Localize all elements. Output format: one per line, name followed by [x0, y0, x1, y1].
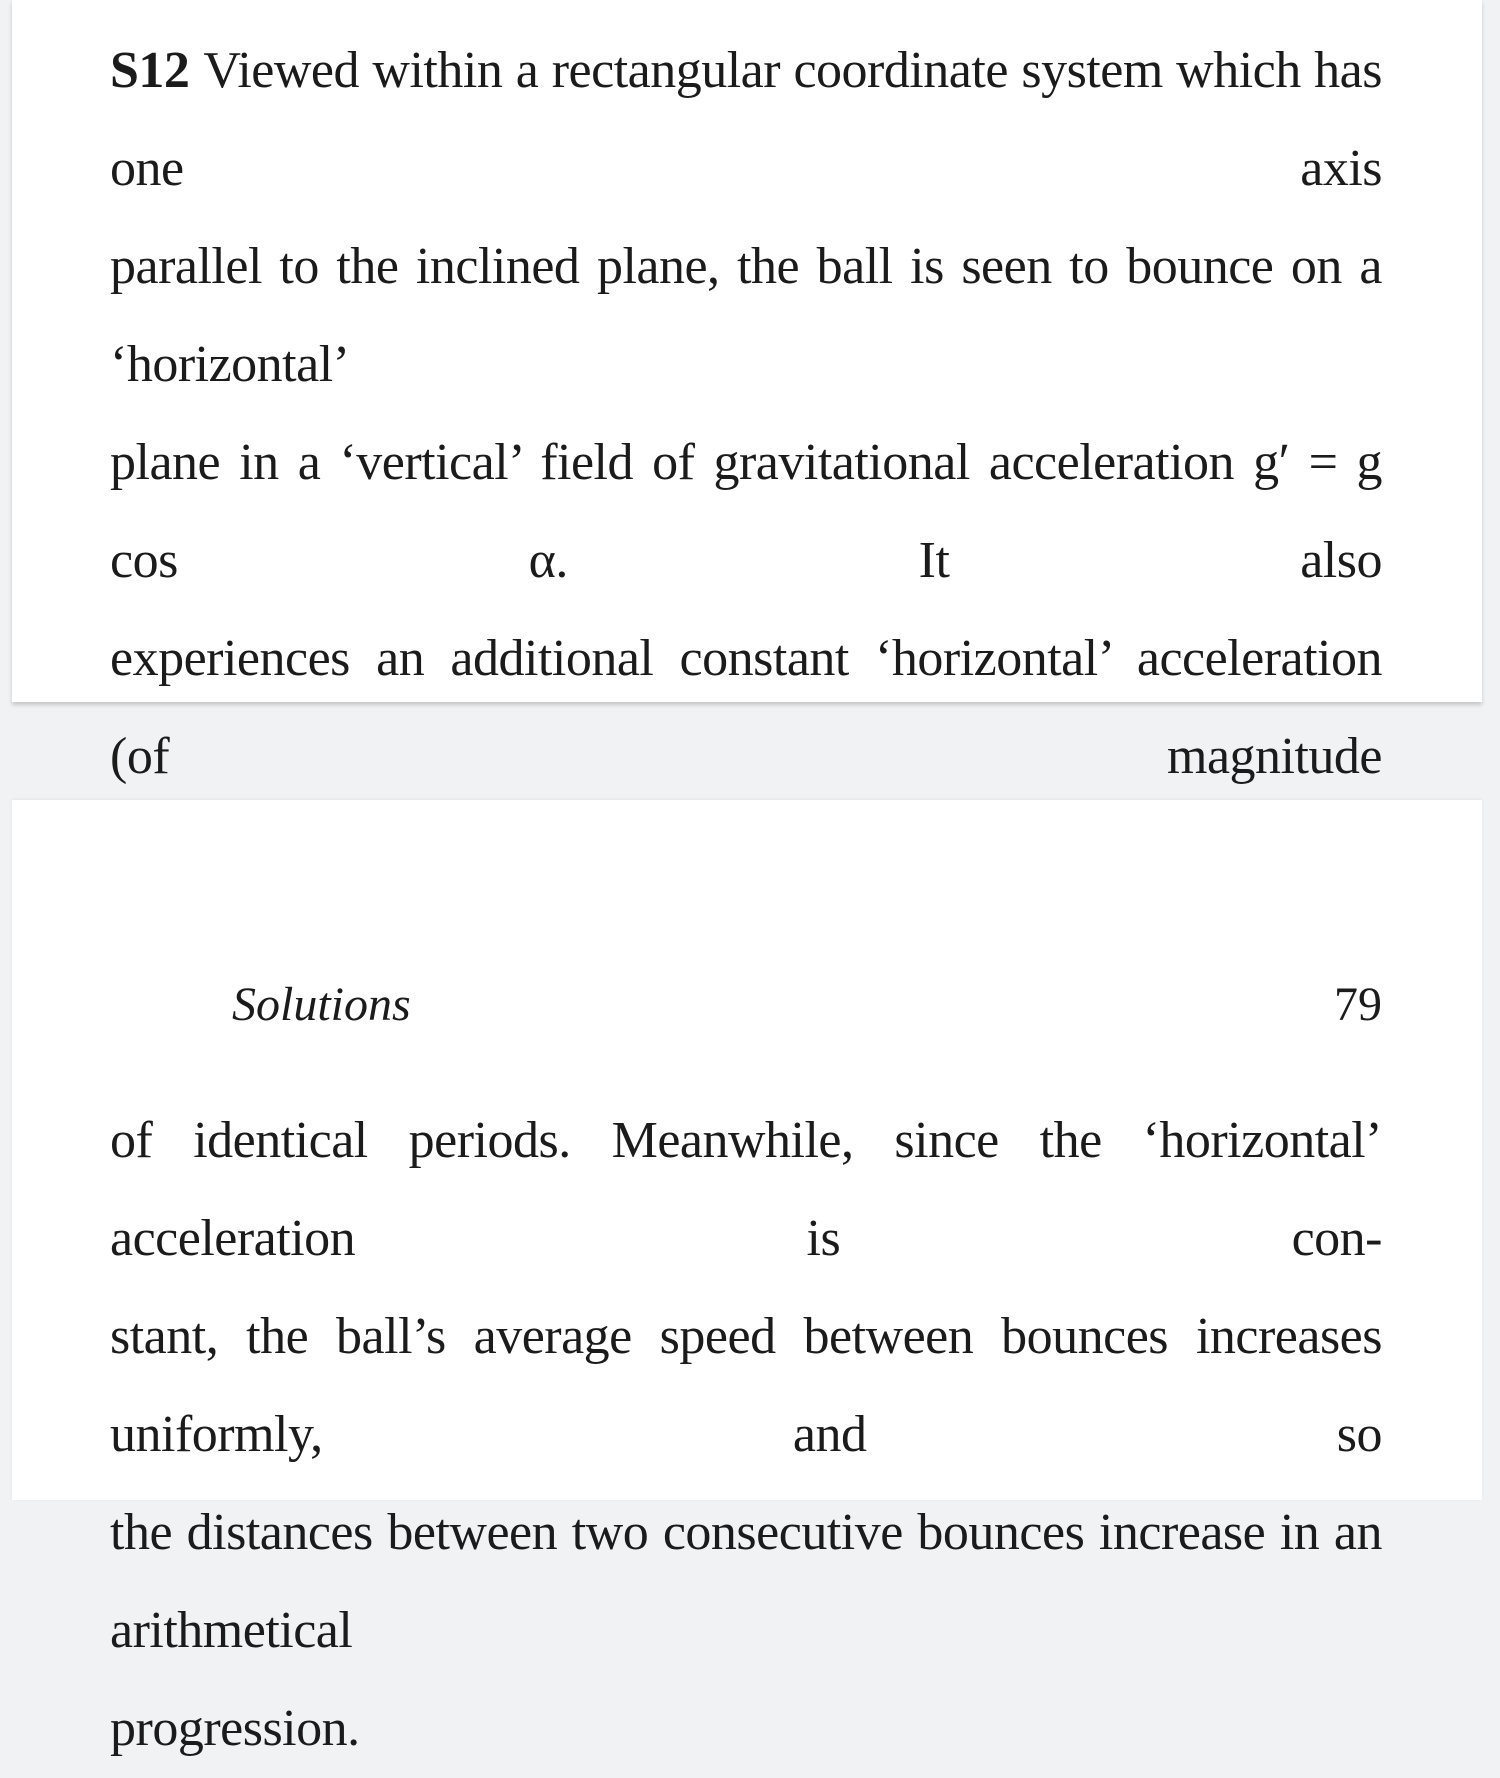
top-page-card	[12, 0, 1482, 785]
running-head	[110, 965, 1382, 1045]
solution-text-bottom	[110, 1092, 1382, 1778]
text-line: parallel to the inclined plane, the ball is seen to bounce on a ‘horizontal’	[110, 238, 1382, 393]
text-line: the distances between two consecutive bounces increase in an arithmetical	[110, 1504, 1382, 1659]
text-line: of identical periods. Meanwhile, since the ‘horizontal’ acceleration is con-	[110, 1112, 1382, 1267]
bottom-page-card	[12, 800, 1482, 1757]
running-title: Solutions	[232, 978, 411, 1031]
text-line-content: Viewed within a rectangular coordinate system which has one axis	[110, 42, 1382, 197]
text-line: experiences an additional constant ‘horizontal’ acceleration (of magnitude	[110, 630, 1382, 785]
text-line: plane in a ‘vertical’ field of gravitational acceleration g′ = g cos α. It also	[110, 434, 1382, 589]
text-line: stant, the ball’s average speed between bounces increases uniformly, and so	[110, 1308, 1382, 1463]
page-number: 79	[1334, 978, 1382, 1031]
problem-label: S12	[110, 42, 190, 99]
text-line	[110, 22, 1382, 218]
text-line: progression.	[110, 1700, 360, 1757]
